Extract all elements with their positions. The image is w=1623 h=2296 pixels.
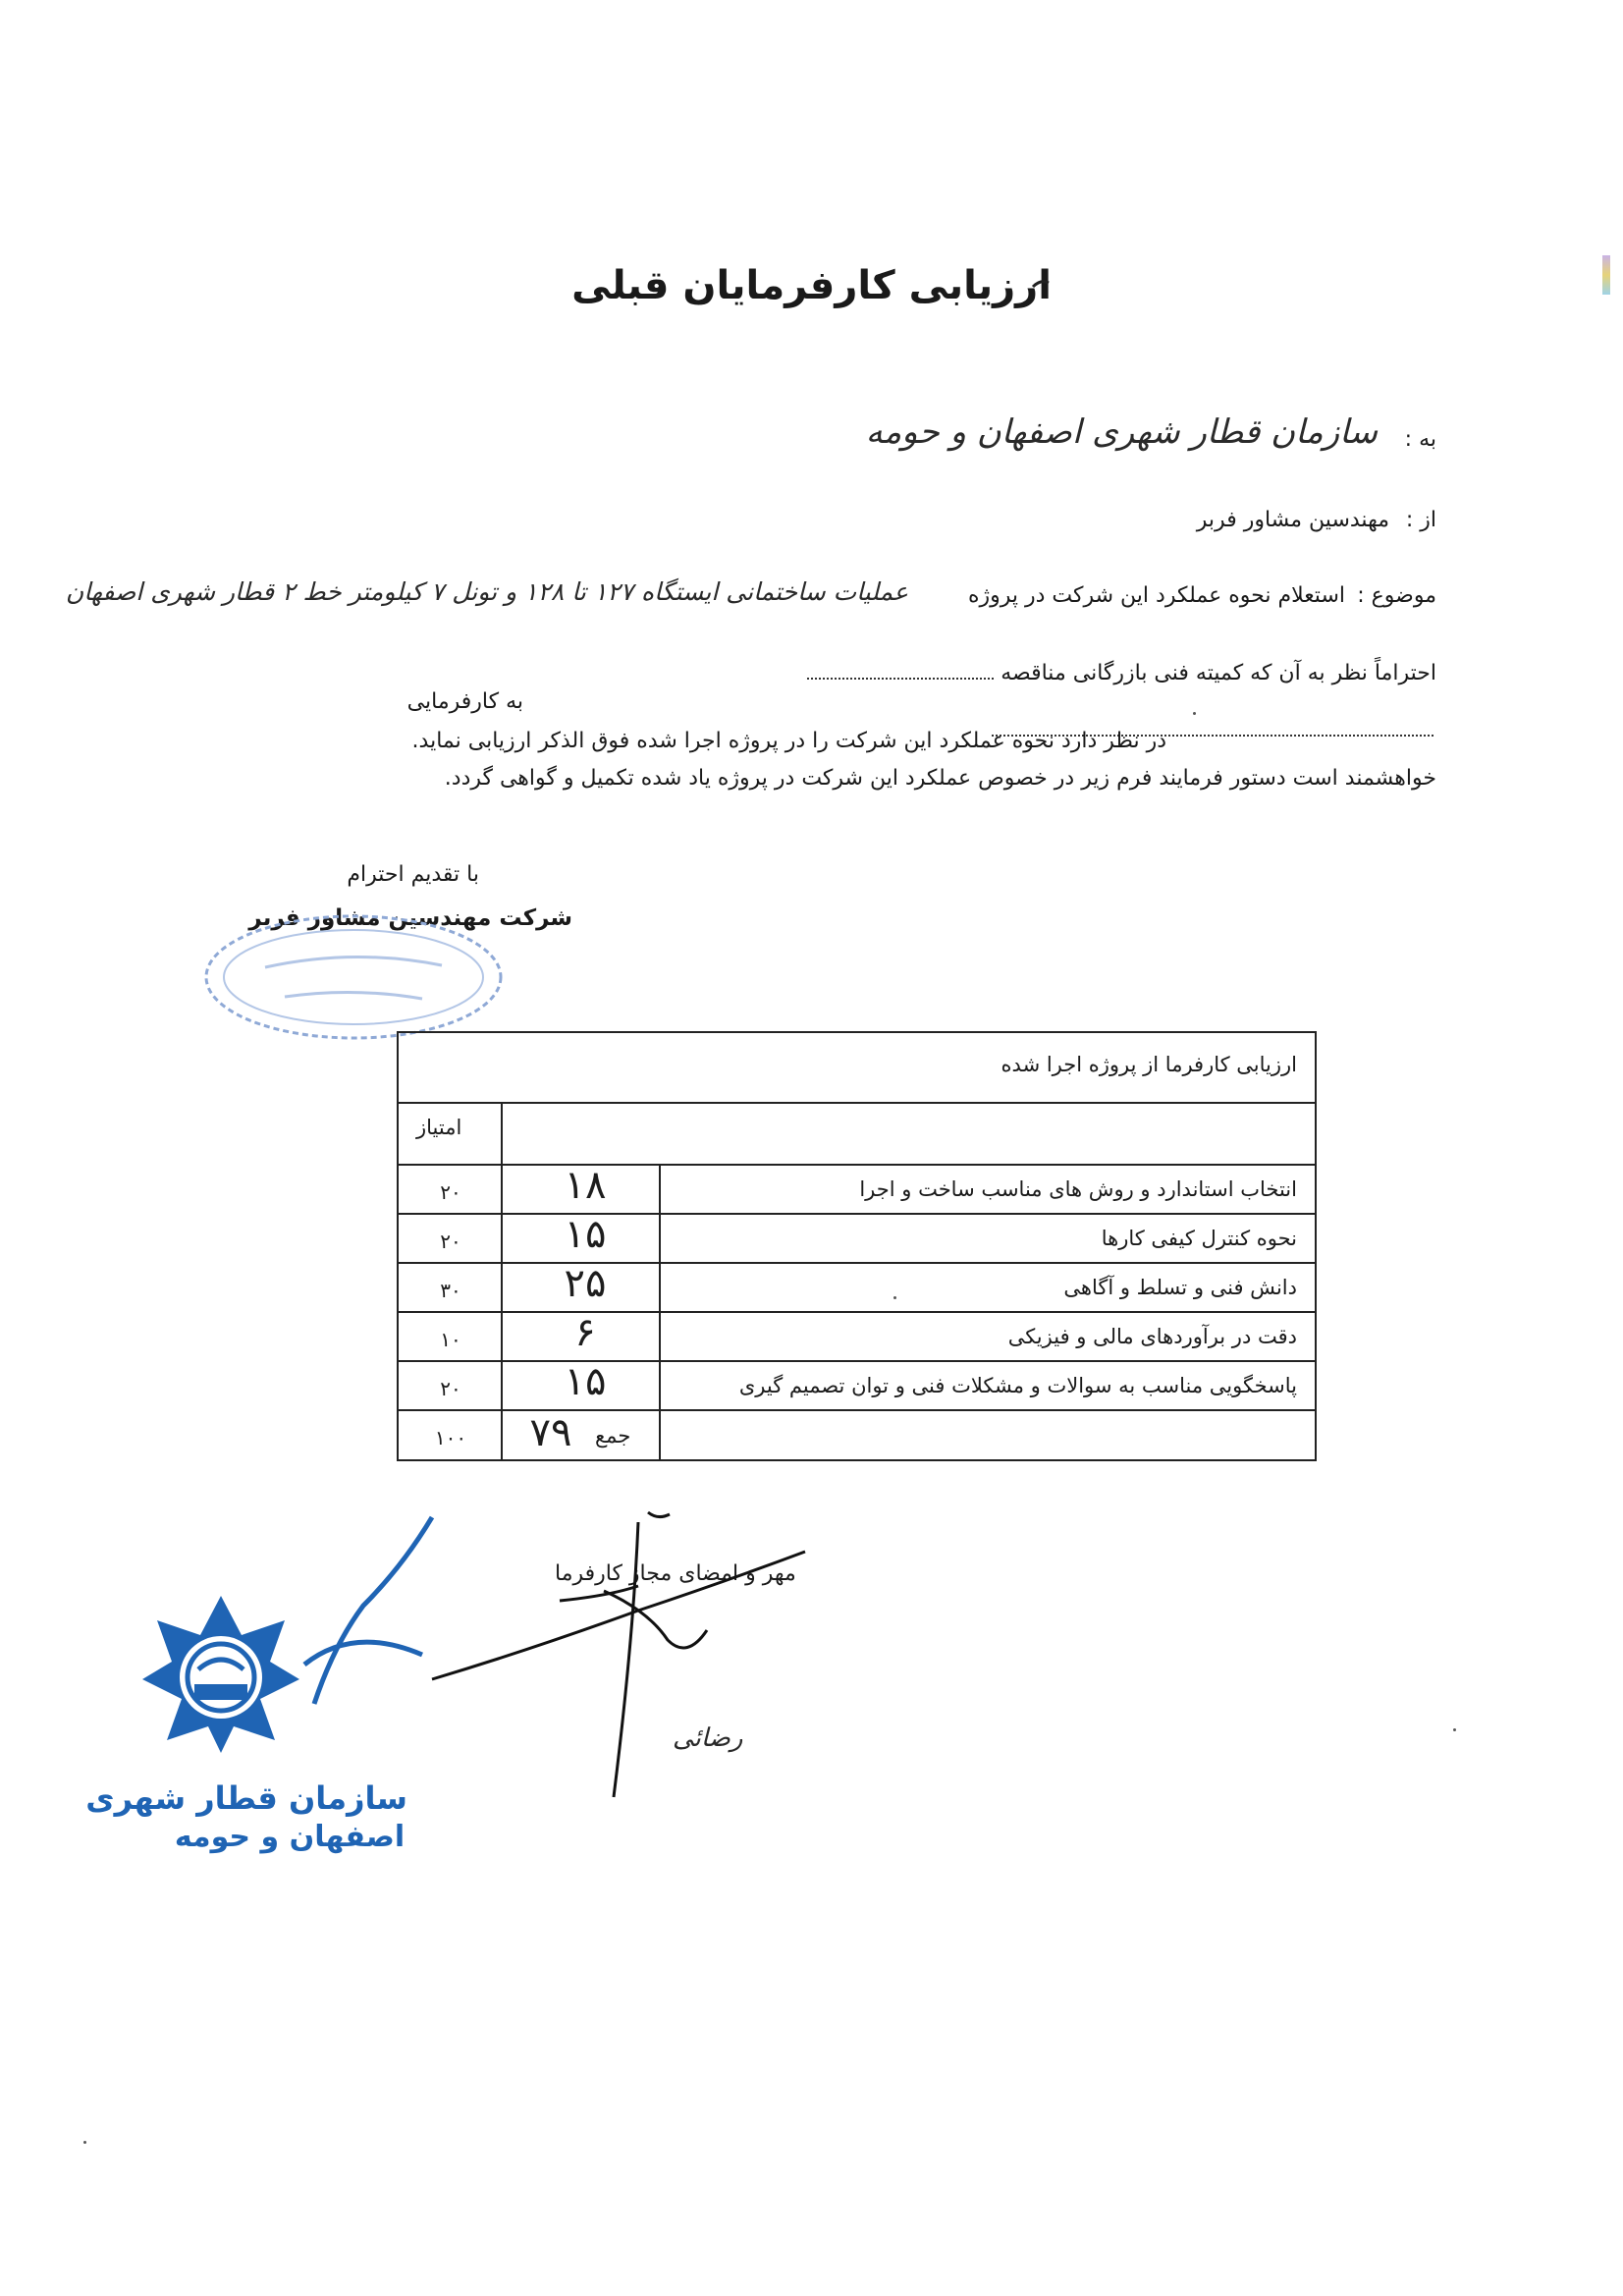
total-label: جمع [595, 1424, 631, 1448]
given-score-2: ۱۵ [564, 1212, 607, 1257]
scan-edge-artifact [1602, 255, 1610, 295]
given-score-1: ۱۸ [564, 1163, 607, 1208]
stamp-pen-overmark [295, 1507, 461, 1753]
subject-value: استعلام نحوه عملکرد این شرکت در پروژه [967, 583, 1345, 608]
scan-speck [83, 2141, 86, 2144]
max-score-4: ۱۰ [440, 1328, 461, 1351]
to-label: به : [1404, 427, 1436, 452]
scan-speck [1193, 712, 1196, 715]
to-handwritten: سازمان قطار شهری اصفهان و حومه [865, 412, 1378, 452]
max-score-3: ۳۰ [440, 1279, 461, 1302]
signature-label: مهر و امضای مجاز کارفرما [555, 1561, 796, 1586]
criterion-2: نحوه کنترل کیفی کارها [1101, 1227, 1297, 1250]
subject-handwritten: عملیات ساختمانی ایستگاه ۱۲۷ تا ۱۲۸ و تونل ۷ کیلومتر خط ۲ قطار شهری اصفهان [65, 577, 908, 606]
company-stamp-faded [196, 908, 511, 1046]
total-given: ۷۹ [529, 1410, 572, 1455]
stamp-org-sub: اصفهان و حومه [174, 1820, 406, 1854]
given-score-5: ۱۵ [564, 1359, 607, 1404]
given-score-3: ۲۵ [564, 1261, 607, 1306]
signer-name-handwritten: رضائی [673, 1723, 743, 1753]
body-line-2: در نظر دارد نحوه عملکرد این شرکت را در پروژه اجرا شده فوق الذکر ارزیابی نماید. [411, 729, 1166, 753]
scan-speck [893, 1296, 896, 1299]
closing-text: با تقدیم احترام [347, 862, 479, 887]
handwritten-signature [412, 1503, 825, 1827]
body-line-1-a: احتراماً نظر به آن که کمیته فنی بازرگانی مناقصه [1001, 661, 1436, 685]
body-line-1-b: به کارفرمایی [406, 689, 523, 714]
criterion-1: انتخاب استاندارد و روش های مناسب ساخت و اجرا [859, 1177, 1297, 1201]
title-dash-mark [1031, 275, 1051, 295]
criterion-5: پاسخگویی مناسب به سوالات و مشکلات فنی و توان تصمیم گیری [738, 1374, 1297, 1397]
criterion-4: دقت در برآوردهای مالی و فیزیکی [1007, 1325, 1297, 1348]
evaluation-table [397, 1031, 1317, 1461]
document-title: ارزیابی کارفرمایان قبلی [571, 263, 1052, 308]
table-title: ارزیابی کارفرما از پروژه اجرا شده [1001, 1053, 1297, 1076]
score-header: امتیاز [416, 1116, 462, 1139]
max-score-5: ۲۰ [440, 1377, 461, 1400]
blank-dotted-1 [807, 660, 994, 680]
given-score-4: ۶ [574, 1310, 596, 1355]
body-line-3: خواهشمند است دستور فرمایند فرم زیر در خصوص عملکرد این شرکت در پروژه یاد شده تکمیل و گواهی گردد. [444, 766, 1436, 791]
max-score-1: ۲۰ [440, 1180, 461, 1204]
criterion-3: دانش فنی و تسلط و آگاهی [1063, 1276, 1297, 1299]
organization-stamp-logo [137, 1591, 304, 1758]
total-max: ۱۰۰ [434, 1426, 467, 1449]
subject-label: موضوع : [1357, 583, 1436, 608]
scan-speck [1453, 1728, 1456, 1731]
max-score-2: ۲۰ [440, 1230, 461, 1253]
body-line-1 [807, 660, 1436, 685]
company-name: شرکت مهندسین مشاور فربر [248, 905, 572, 931]
stamp-org-name: سازمان قطار شهری [85, 1779, 407, 1817]
from-label: از : [1405, 508, 1436, 532]
from-value: مهندسین مشاور فربر [1196, 508, 1389, 532]
